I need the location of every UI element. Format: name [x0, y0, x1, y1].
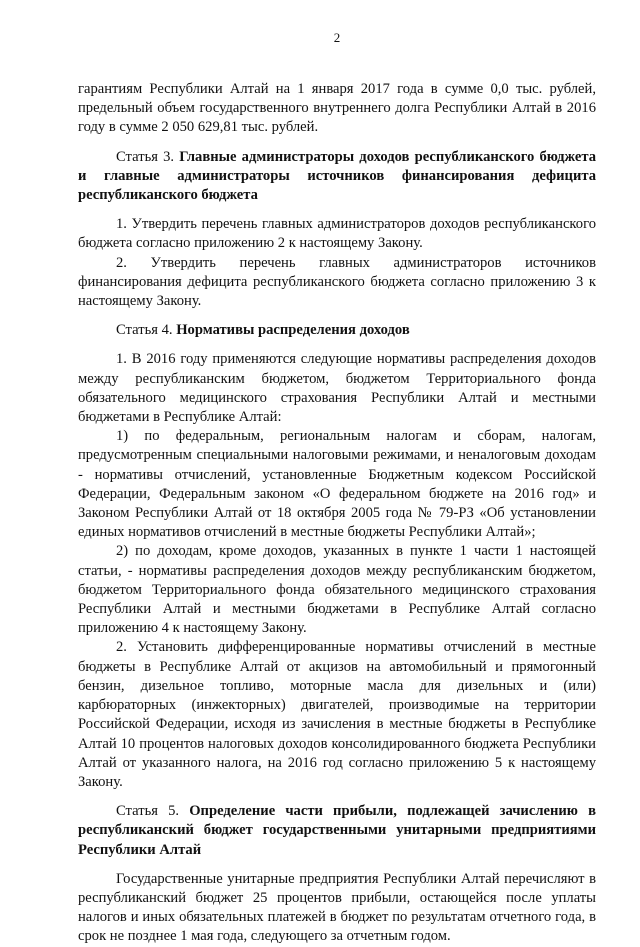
article-3-heading — [78, 148, 596, 206]
article-3-paragraph-2: 2. Утвердить перечень главных администраторов источников финансирования дефицита республиканского бюджета согласно приложению 3 к настоящему Закону. — [78, 254, 596, 310]
article-5-number: Статья 5. — [116, 803, 190, 820]
intro-paragraph: гарантиям Республики Алтай на 1 января 2017 года в сумме 0,0 тыс. рублей, предельный объем государственного внутреннего долга Республики Алтай в 2016 году в сумме 2 050 629,81 тыс. рублей. — [78, 81, 596, 136]
article-5-title: Определение части прибыли, подлежащей зачислению в республиканский бюджет государственными унитарными предприятиями Республики Алтай — [78, 803, 596, 858]
article-4-number: Статья 4. — [116, 322, 177, 339]
article-4-paragraph-2: 2. Установить дифференцированные нормативы отчислений в местные бюджеты в Республике Алтай от акцизов на автомобильный и прямогонный бензин, дизельное топливо, моторные масла для дизельных и (или) карбюраторных (инжекторных) двигателей, производимые на территории Российской Федерации, исходя из зачисления в местные бюджеты в Республике Алтай 10 процентов налоговых доходов консолидированного бюджета Республики Алтай от указанного налога, на 2016 год согласно приложению 5 к настоящему Закону. — [78, 639, 596, 790]
article-3-paragraph-1: 1. Утвердить перечень главных администраторов доходов республиканского бюджета согласно приложению 2 к настоящему Закону. — [78, 216, 596, 252]
page-number: 2 — [333, 30, 341, 45]
article-4-paragraph-1: 1. В 2016 году применяются следующие нормативы распределения доходов между республиканским бюджетом, бюджетом Территориального фонда обязательного медицинского страхования Республики Алтай и местными бюджетами в Республике Алтай: — [78, 351, 596, 426]
article-5-heading — [78, 802, 596, 860]
article-3-title: Главные администраторы доходов республиканского бюджета и главные администраторы источников финансирования дефицита республиканского бюджета — [78, 148, 596, 204]
article-3-number: Статья 3. — [116, 148, 180, 165]
article-4-item-2: 2) по доходам, кроме доходов, указанных в пункте 1 части 1 настоящей статьи, - нормативы распределения доходов между республиканским бюджетом, бюджетом Территориального фонда обязательного медицинского страхования Республики Алтай и местными бюджетами в Республике Алтай согласно приложению 4 к настоящему Закону. — [78, 543, 596, 637]
article-4-heading — [78, 321, 596, 340]
article-4-item-1: 1) по федеральным, региональным налогам и сборам, налогам, предусмотренным специальными налоговыми режимами, и неналоговым доходам - нормативы отчислений, установленные Бюджетным кодексом Российской Федерации, Федеральным законом «О федеральном бюджете на 2016 год» и Законом Республики Алтай от 18 октября 2005 года № 79-РЗ «Об установлении единых нормативов отчислений в местные бюджеты Республики Алтай»; — [78, 428, 596, 541]
article-4-title: Нормативы распределения доходов — [176, 322, 410, 339]
article-5-paragraph-1: Государственные унитарные предприятия Республики Алтай перечисляют в республиканский бюджет 25 процентов прибыли, остающейся после уплаты налогов и иных обязательных платежей в бюджет по результатам отчетного года, в срок не позднее 1 мая года, следующего за отчетным годом. — [78, 870, 596, 945]
